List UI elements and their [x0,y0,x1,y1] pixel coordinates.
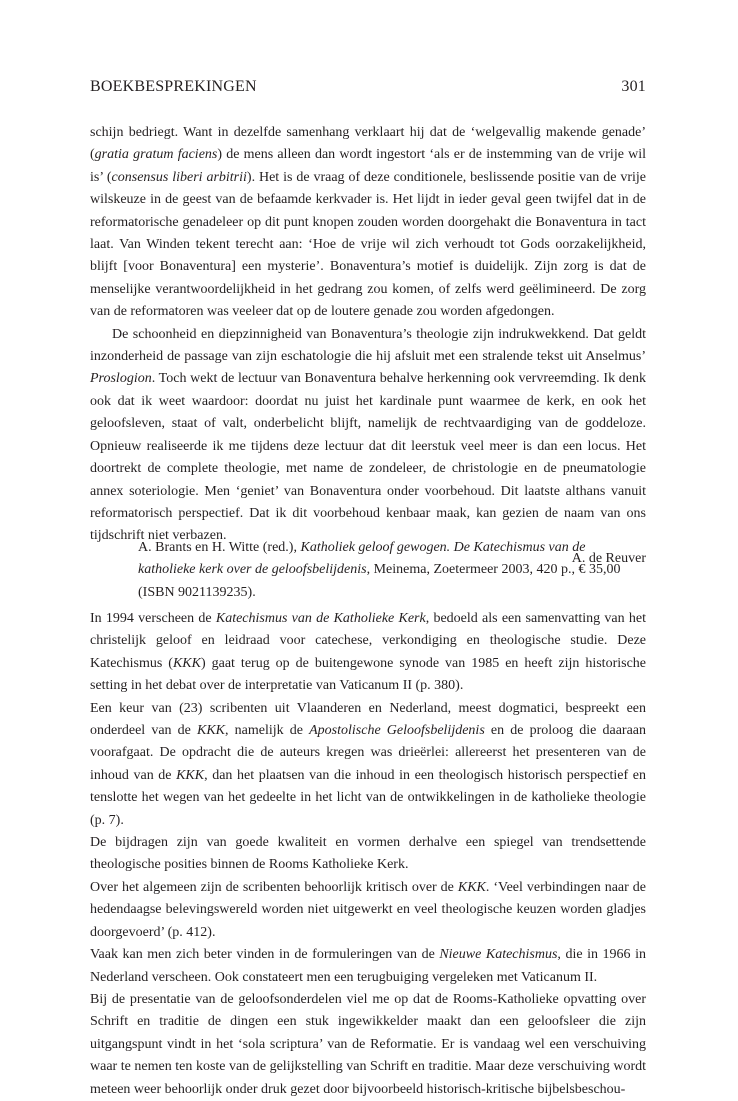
text-run: De schoonheid en diepzinnigheid van Bonaventura’s theologie zijn indrukwekkend. Dat geldt inzonderheid de passage van zijn eschatologie die hij afsluit met een stralende tekst uit Anselmus’ [90,326,646,365]
italic-text: Apostolische Geloofsbelijdenis [309,723,485,739]
running-title: BOEKBESPREKINGEN [90,78,257,95]
paragraph [90,324,646,548]
reviewer-signature: A. de Reuver [571,550,646,566]
text-run: Een keur van (23) scribenten uit Vlaanderen en Nederland, meest dogmatici, bespreekt een onderdeel van de [90,700,646,739]
review-bonaventura [90,122,646,570]
text-run: , dan het plaatsen van die inhoud in een theologisch historisch perspectief en tenslotte het wegen van het gedeelte in het licht van de ontwikkelingen in de katholieke theologie (p. 7). [90,767,646,828]
text-run: , Meinema, Zoetermeer 2003, 420 p., € 35,00 (ISBN 9021139235). [138,562,621,600]
text-run: De bijdragen zijn van goede kwaliteit en vormen derhalve een spiegel van trendsettende theologische posities binnen de Rooms Katholieke Kerk. [90,835,646,873]
italic-text: KKK [172,655,201,671]
paragraph [90,989,646,1101]
italic-text: consensus liberi arbitrii [111,169,247,185]
paragraph [90,698,646,832]
italic-text: Nieuwe Katechismus [439,947,558,963]
italic-text: Katholiek geloof gewogen. De Katechismus van de katholieke kerk over de geloofsbelijdenis [138,540,586,578]
text-run: . ‘Veel verbindingen naar de hedendaagse belevingswereld worden niet uitgewerkt en veel theologische keuzen worden gladjes doorgevoerd’ (p. 412). [90,879,646,940]
text-run: , bedoeld als een samenvatting van het christelijk geloof en leidraad voor catechese, verkondiging en theologische studie. Deze Katechismus ( [90,611,647,671]
text-run: . Toch wekt de lectuur van Bonaventura behalve herkenning ook vervreemding. Ik denk ook dat ik weet waardoor: doordat nu juist het kardinale punt waarmee de kerk, en ook het geloofsleven, staat of valt, onderbelicht blijft, namelijk de rechtvaardiging van de goddeloze. Opnieuw realiseerde ik me tijdens deze lectuur dat dit leerstuk veel meer is dan een locus. Het doortrekt de complete theologie, met name de zondeleer, de christologie en de pneumatologie annex soteriologie. Men ‘geniet’ van Bonaventura onder voorbehoud. Dit laatste althans vanuit reformatorisch perspectief. Dat ik dit voorbehoud kenbaar maak, kan gezien de naam van ons tijdschrift niet verbazen. [90,371,646,544]
review-katholiek-geloof [90,608,646,1101]
text-run: ). Het is de vraag of deze conditionele, beslissende positie van de vrije wilskeuze in de geest van de befaamde kerkvader is. Het lijdt in ieder geval geen twijfel dat in de reformatorische genadeleer op dit punt knopen zouden worden doorgehakt die Bonaventura in tact laat. Van Winden tekent terecht aan: ‘Hoe de vrije wil zich verhoudt tot Gods oorzakelijkheid, blijft [voor Bonaventura] een mysterie’. Bonaventura’s motief is duidelijk. Zijn zorg is dat de menselijke verantwoordelijkheid in het gedrang zou komen, of zelfs werd geëlimineerd. De zorg van de reformatoren was veeleer dat op de loutere genade zou worden afgedongen. [90,169,646,320]
italic-text: Proslogion [90,371,152,387]
text-run: ) gaat terug op de buitengewone synode van 1985 en heeft zijn historische setting in het debat over de interpretatie van Vaticanum II (p. 380). [90,655,646,694]
text-run: ) de mens alleen dan wordt ingestort ‘als er de instemming van de vrije wil is’ ( [90,147,646,185]
page-number: 301 [621,78,646,95]
text-run: schijn bedriegt. Want in dezelfde samenhang verklaart hij dat de ‘welgevallig makende genade’ ( [90,125,646,163]
italic-text: KKK [176,767,205,783]
paragraph [90,944,646,989]
text-run: Over het algemeen zijn de scribenten behoorlijk kritisch over de [90,879,458,895]
paragraph [90,832,646,877]
text-run: Vaak kan men zich beter vinden in de formuleringen van de [90,947,440,963]
paragraph [90,122,646,324]
italic-text: gratia gratum faciens [94,147,218,163]
paragraph [90,608,646,698]
text-run: , namelijk de [225,723,310,739]
italic-text: Katechismus van de Katholieke Kerk [215,611,426,626]
text-run: en de proloog die daaraan voorafgaat. De opdracht die de auteurs kregen was drieërlei: allereerst het presenteren van de inhoud van de [90,723,647,783]
text-run: In 1994 verscheen de [90,611,216,626]
text-run: Bij de presentatie van de geloofsonderdelen viel me op dat de Rooms-Katholieke opvatting over Schrift en traditie de dingen een stuk ingewikkelder maakt dan een geloofsleer die zijn uitgangspunt vindt in het ‘sola scriptura’ van de Reformatie. Er is vandaag wel een verschuiving waar te nemen ten koste van de gelijkstelling van Schrift en traditie. Maar deze verschuiving wordt meteen weer behoorlijk onder druk gezet door bijvoorbeeld historisch-kritische bijbelsbeschou- [90,991,646,1097]
paragraph [90,877,646,944]
text-run: , die in 1966 in Nederland verscheen. Ook constateert men een terugbuiging vergeleken met Vaticanum II. [90,947,646,985]
running-header [90,78,646,96]
book-citation [138,537,646,604]
text-run: A. Brants en H. Witte (red.), [138,540,301,555]
italic-text: KKK [457,879,486,895]
italic-text: KKK [197,723,226,739]
